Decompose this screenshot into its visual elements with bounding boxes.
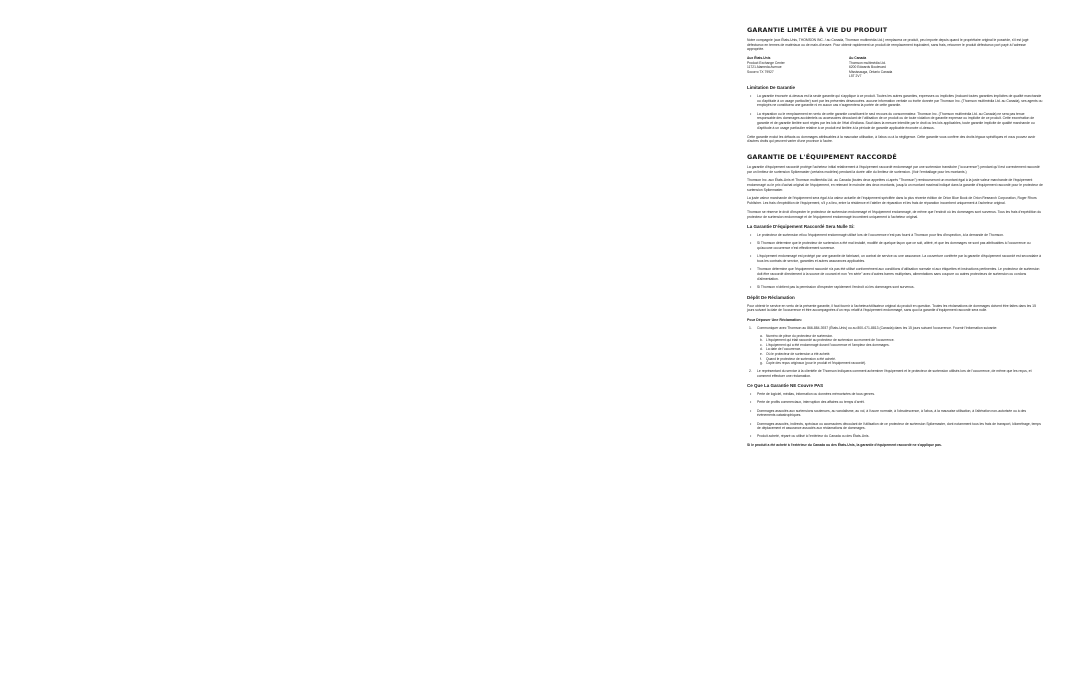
list-item: • Dommages associés, indirects, spéciaux ou accessoires découlant de l'utilisation de ce protecteur de surtension Spikemaster, dont notamment tous les frais de transport, kilométrage, temps de déplacement et assurance associés aux réclamations de dommages.	[757, 422, 1043, 431]
list-item: • Dommages associés aux surtensions soutenues, au vandalisme, au vol, à l'usure normale, à l'obsolescence, à l'abus, à la mauvaise utilisation, à l'altération non-autorisée ou à des événements catastrophiques.	[757, 409, 1043, 418]
list-item: • Perte de profits commerciaux, interruption des affaires ou temps d'arrêt.	[757, 400, 1043, 405]
list-item: • L'équipement endommagé est protégé par une garantie de fabricant, un contrat de service ou une assurance. La couverture conférée par la garantie d'équipement raccordé est secondaire à tous les contrats de service, garanties et autres assurances applicables.	[757, 254, 1043, 263]
step-text: Communiquer avec Thomson au 866-884-3937 (États-Unis) ou au 800-471-8813 (Canada) dans les 15 jours suivant l'occurrence. Fournir l'information suivante:	[757, 325, 998, 330]
step-number: 2.	[749, 368, 752, 373]
not-covered-heading: Ce Que La Garantie NE Couvre PAS	[747, 383, 824, 389]
address-line: L5T 2V7	[849, 74, 862, 79]
limitation-heading: Limitation De Garantie	[747, 85, 796, 91]
address-us	[747, 56, 849, 79]
address-line: Socorro TX 79927	[747, 69, 774, 74]
paragraph: La juste valeur marchande de l'équipement sera égal à la valeur actuelle de l'équipement spécifiée dans la plus récente édition de Orion Blue Book de Orion Research Corporation, Roger Rhors Publisher. Les frais d'expédition de l'équipement, s'il y a lieu, entre la résidence et l'atelier de réparation et les frais de réparation incombent uniquement à l'acheteur original.	[747, 196, 1037, 206]
item-letter: f.	[760, 356, 762, 361]
address-us-title: Aux États-Unis	[747, 56, 771, 61]
list-item: • Perte de logiciel, médias, information ou données mémorisées de tous genres.	[757, 392, 1043, 397]
item-text: Où le protecteur de surtension a été acheté.	[766, 352, 831, 357]
list-item: • Thomson détermine que l'équipement raccordé n'a pas été utilisé conformément aux conditions d'utilisation normale ni aux étiquettes et instructions pertinentes. Le protecteur de surtension doit être raccordé directement à la source de courant et non "en série" avec d'autres barres multiprises, alimentations sans coupure ou autres protecteurs de surtension ou cordons d'alimentation.	[757, 267, 1043, 281]
address-canada-title: Au Canada	[849, 56, 867, 61]
closing-paragraph: Cette garantie exclut les défauts ou dommages attribuables à la mauvaise utilisation, à l'abus ou à la négligence. Cette garantie vous confère des droits légaux spécifiques et vous pouvez avoir d'autres droits qui peuvent varier d'une province à l'autre.	[747, 134, 1036, 144]
item-text: Copie des reçus originaux (pour le produit et l'équipement raccordé).	[766, 361, 867, 366]
item-text: La date de l'occurrence.	[766, 347, 802, 352]
section-title-lifetime-warranty: GARANTIE LIMITÉE À VIE DU PRODUIT	[747, 26, 888, 34]
list-item: • Si Thomson n'obtient pas la permission d'inspecter rapidement l'endroit où les dommages sont survenus.	[757, 285, 1043, 290]
address-line: 6200 Edwards Boulevard	[849, 65, 886, 70]
not-covered-list	[747, 392, 1043, 439]
list-item: • Le protecteur de surtension et/ou l'équipement endommagé utilisé lors de l'occurrence n'est pas fourni à Thomson pour fins d'inspection, à la demande de Thomson.	[757, 233, 1043, 238]
item-letter: g.	[760, 361, 763, 366]
void-conditions-list	[747, 233, 1043, 289]
item-letter: a.	[760, 333, 763, 338]
section-title-connected-equipment: GARANTIE DE L'ÉQUIPEMENT RACCORDÉ	[747, 152, 897, 161]
item-letter: e.	[760, 352, 763, 357]
final-notice: Si le produit a été acheté à l'extérieur du Canada ou des États-Unis, la garantie d'équipement raccordé ne s'applique pas.	[747, 443, 942, 448]
item-text: L'équipement qui était raccordé au protecteur de surtension au moment de l'occurrence.	[766, 338, 895, 343]
claim-step	[749, 325, 1043, 366]
list-item: • Si Thomson détermine que le protecteur de surtension a été mal installé, modifié de quelque façon que ce soit, altéré, et que les dommages ne sont pas attribuables à l'occurrence ou qu'aucune occurrence n'est effectivement survenue.	[757, 241, 1043, 250]
claim-paragraph: Pour obtenir le service en vertu de la présente garantie, il faut fournir à l'acheteur/utilisateur original du produit en question. Toutes les réclamations de dommages doivent être faites dans les 15 jours suivant la date de l'occurrence et être accompagnées d'un reçu relatif à l'équipement endommagé, sans quoi la garantie d'équipement raccordé sera nulle.	[747, 303, 1036, 313]
paragraph: Thomson se réserve le droit d'inspecter le protecteur de surtension endommagé et l'équipement endommagé, de même que l'endroit où les dommages sont survenus. Tous les frais d'expédition du protecteur de surtension endommagé et de l'équipement endommagé incombent uniquement à l'acheteur original.	[747, 209, 1042, 219]
deposit-claim-heading: Pour Déposer Une Réclamation:	[747, 317, 802, 322]
step-text: Le représentant du service à la clientèle de Thomson indiquera comment acheminer l'équipement et le protecteur de surtension utilisés lors de l'occurrence, de même que les reçus, et comment effectuer une réclamation.	[757, 368, 1032, 378]
claim-step	[749, 368, 1043, 378]
item-text: L'équipement qui a été endommagé durant l'occurrence et l'ampleur des dommages.	[766, 342, 890, 347]
address-line: Product Exchange Center	[747, 60, 785, 65]
item-text: Numéro de pièce du protecteur de surtension.	[766, 333, 834, 338]
void-conditions-heading: La Garantie D'équipement Raccordé Sera Nulle Si:	[747, 224, 855, 230]
claim-steps	[747, 326, 1043, 378]
claim-heading: Dépôt De Réclamation	[747, 294, 795, 300]
list-item	[760, 361, 1043, 366]
step-number: 1.	[749, 325, 752, 330]
address-canada	[849, 56, 951, 79]
paragraph: Thomson Inc. aux États-Unis et Thomson multimédia Ltd. au Canada (toutes deux appelées ci-après "Thomson") rembourseront un montant égal à la juste valeur marchande de l'équipement endommagé ou le prix d'achat original de l'équipement, en retenant le moindre des deux montants, jusqu'à un montant maximal indiqué dans la garantie d'équipement raccordé pour le protecteur de surtension Spikemaster.	[747, 178, 1043, 192]
item-letter: b.	[760, 338, 763, 343]
addresses	[747, 56, 1043, 79]
paragraph: La garantie d'équipement raccordé protège l'acheteur initial relativement à l'équipement raccordé endommagé par une surtension transitoire ("occurrence") pendant qu'il est correctement raccordé par un limiteur de surtension Spikemaster (certains modèles) pendant la durée utile du limiteur de surtension. (Voir l'emballage pour les montants.)	[747, 164, 1040, 174]
warranty-column	[747, 26, 1043, 448]
limitation-list	[747, 94, 1043, 130]
intro-paragraph: Notre compagnie (aux États-Unis, THOMSON INC. / au Canada, Thomson multimédia Ltd.) remplacera ce produit, peu importe depuis quand le propriétaire original le possède, s'il est jugé défectueux en termes de matériaux ou de main-d'œuvre. Pour obtenir rapidement un produit de remplacement équivalent, sans frais, retourner le produit défectueux port payé à l'adresse appropriée.	[747, 38, 1029, 52]
item-text: Quand le protecteur de surtension a été acheté.	[766, 356, 836, 361]
address-line: Mississauga, Ontario Canada	[849, 69, 893, 74]
list-item: • La garantie énoncée ci-dessus est la seule garantie qui s'applique à ce produit. Toutes les autres garanties, expresses ou implicites (incluant toutes garanties implicites de qualité marchande ou d'aptitude à un usage particulier) sont par les présentes désavouées. aucune information verbale ou écrite donnée par Thomson Inc. (Thomson multimédia Ltd. au Canada), ses agents ou employés ne constituera une garantie ni en aucun cas n'augmentera la portée de cette garantie.	[757, 94, 1043, 108]
list-item: • La réparation ou le remplacement en vertu de cette garantie constituent le seul recours du consommateur. Thomson Inc. (Thomson multimédia Ltd. au Canada) ne sera pas tenue responsable des dommages accidentels ou accessoires découlant de l'utilisation de ce produit ou de toute violation de garantie expresse ou implicite de ce produit. Cette exonération de garantie et de garantie limitée sont régies par les lois de l'état d'Indiana. Sauf dans la mesure interdite par le droit ou les lois applicables, toute garantie implicite de qualité marchande ou d'aptitude à un usage particulier relative à ce produit est limitée à la période de garantie applicable énoncée ci-dessus.	[757, 112, 1043, 131]
address-line: 11721 Alameda Avenue	[747, 65, 782, 70]
address-line: Thomson multimédia Ltd.	[849, 60, 887, 65]
claim-info-list	[757, 334, 1043, 366]
list-item: • Produit acheté, réparé ou utilisé à l'extérieur du Canada ou des États-Unis.	[757, 434, 1043, 439]
item-letter: c.	[760, 342, 763, 347]
item-letter: d.	[760, 347, 763, 352]
